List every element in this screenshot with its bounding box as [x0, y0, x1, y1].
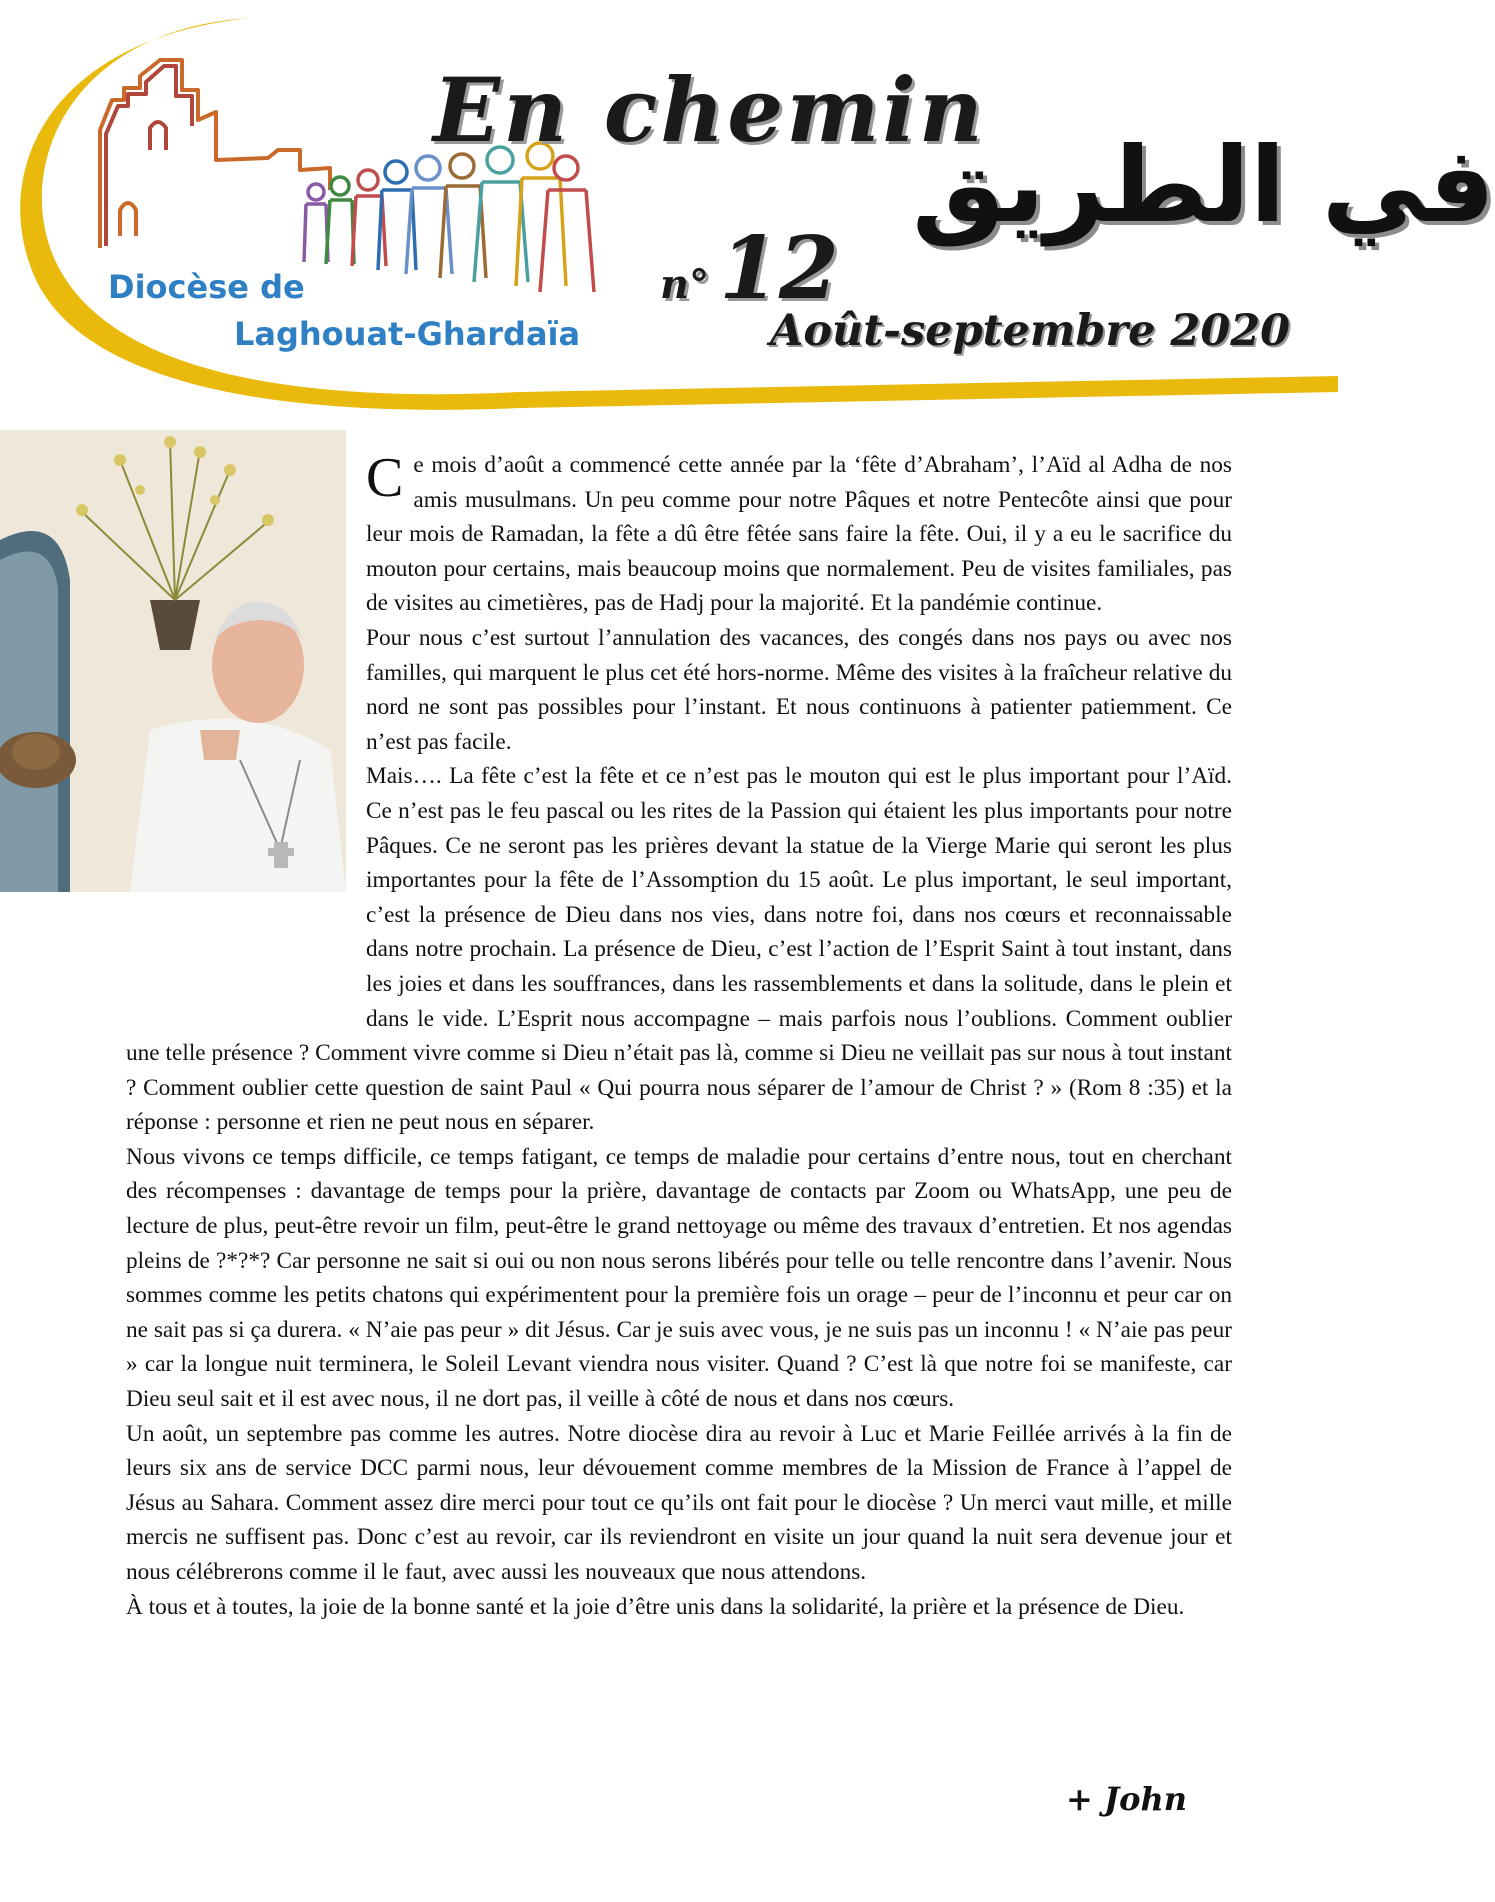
arabic-title: في الطريق — [912, 124, 1495, 246]
diocese-name: Laghouat-Ghardaïa — [234, 315, 581, 353]
church-logo — [100, 60, 330, 248]
photo-spacer — [0, 448, 366, 1014]
paragraph-1-text: e mois d’août a commencé cette année par la ‘fête d’Abraham’, l’Aïd al Adha de nos amis musulmans. Un peu comme pour notre Pâques et notre Pentecôte ainsi que pour leur mois de Ramadan, la fête a dû être fêtée sans faire la fête. Oui, il y a eu le sacrifice du mouton pour certains, mais beaucoup moins que normalement. Peu de visites familiales, pas de visites au cimetières, pas de Hadj pour la majorité. Et la pandémie continue. — [366, 452, 1232, 617]
diocese-label: Diocèse de — [108, 268, 305, 306]
paragraph-2: Pour nous c’est surtout l’annulation des vacances, des congés dans nos pays ou avec nos familles, qui marquent le plus cet été hors-norme. Même des visites à la fraîcheur relative du nord ne sont pas possibles pour l’instant. Et nous continuons à patienter patiemment. Ce n’est pas facile. — [366, 624, 1232, 755]
newsletter-title: En chemin — [433, 58, 986, 162]
drop-cap: C — [366, 447, 404, 509]
issue-date: Août-septembre 2020 — [770, 306, 1291, 356]
issue-prefix: n° — [660, 261, 710, 308]
masthead — [0, 0, 1495, 420]
paragraph-4: Nous vivons ce temps difficile, ce temps fatigant, ce temps de maladie pour certains d’entre nous, tout en cherchant des récompenses : davantage de temps pour la prière, davantage de contacts par Zoom ou WhatsApp, une peu de lecture de plus, peut-être revoir un film, peut-être le grand nettoyage ou même des travaux d’entretien. Et nos agendas pleins de ?*?*? Car personne ne sait si oui ou non nous serons libérés pour telle ou telle rencontre dans l’avenir. Nous sommes comme les petits chatons qui expérimentent pour la première fois un orage – peur de l’inconnu et peur car on ne sait pas si ça durera. « N’aie pas peur » dit Jésus. Car je suis avec vous, je ne suis pas un inconnu ! « N’aie pas peur » car la longue nuit terminera, le Soleil Levant viendra nous visiter. Quand ? C’est là que notre foi se manifeste, car Dieu seul sait et il est avec nous, il ne dort pas, il veille à côté de nous et dans nos cœurs. — [126, 1143, 1232, 1413]
signature: + John — [1066, 1780, 1187, 1818]
paragraph-3: Mais…. La fête c’est la fête et ce n’est pas le mouton qui est le plus important pour l’Aïd. Ce n’est pas le feu pascal ou les rites de la Passion qui étaient les plus importants pour notre Pâques. Ce ne seront pas les prières devant la statue de la Vierge Marie qui seront les plus importantes pour la fête de l’Assomption du 15 août. Le plus important, le seul important, c’est la présence de Dieu dans nos vies, dans notre foi, dans nos cœurs et reconnaissable dans notre prochain. La présence de Dieu, c’est l’action de l’Esprit Saint à tout instant, dans les joies et dans les souffrances, dans les rassemblements et dans la solitude, dans le plein et dans le vide. L’Esprit nous accompagne – mais parfois nous l’oublions. Comment oublier une telle présence ? Comment vivre comme si Dieu n’était pas là, comme si Dieu ne veillait pas sur nous à tout instant ? Comment oublier cette question de saint Paul « Qui pourra nous séparer de l’amour de Christ ? » (Rom 8 :35) et la réponse : personne et rien ne peut nous en séparer. — [126, 763, 1232, 1136]
issue-number — [660, 218, 839, 319]
editorial-article — [0, 448, 1232, 1624]
issue-value: 12 — [719, 218, 839, 319]
people-procession — [304, 143, 594, 292]
paragraph-5: Un août, un septembre pas comme les autres. Notre diocèse dira au revoir à Luc et Marie Feillée arrivés à la fin de leurs six ans de service DCC parmi nous, leur dévouement comme membres de la Mission de France à l’appel de Jésus au Sahara. Comment assez dire merci pour tout ce qu’ils ont fait pour le diocèse ? Un merci vaut mille, et mille mercis ne suffisent pas. Donc c’est au revoir, car ils reviendront en visite un jour quand la nuit sera devenue jour et nous célébrerons comme il le faut, avec aussi les nouveaux que nous attendons. — [126, 1420, 1232, 1585]
paragraph-6: À tous et à toutes, la joie de la bonne santé et la joie d’être unis dans la solidarité, la prière et la présence de Dieu. — [126, 1593, 1185, 1620]
